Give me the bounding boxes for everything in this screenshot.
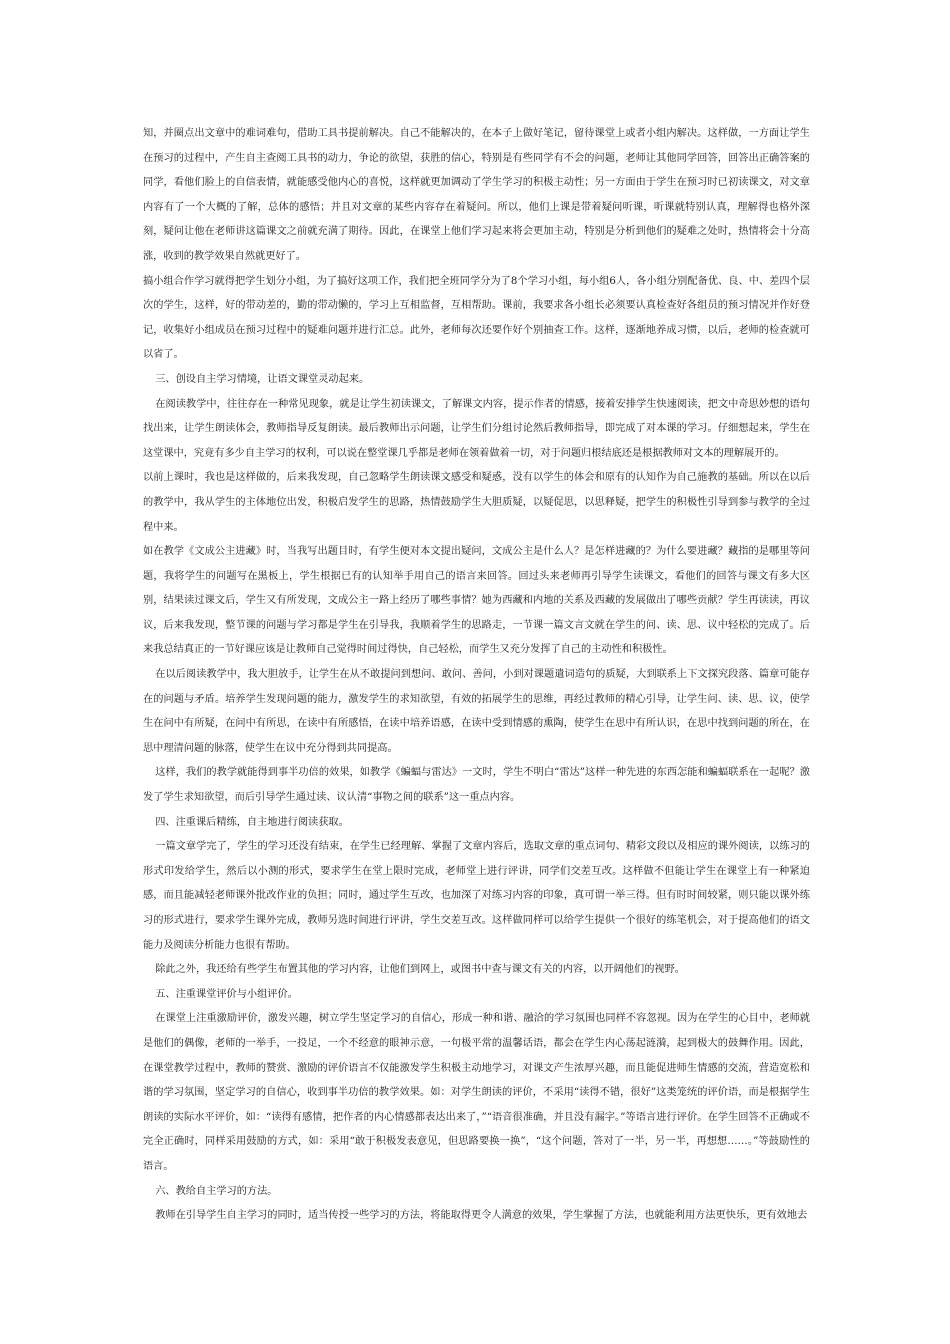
paragraph: 教师在引导学生自主学习的同时，适当传授一些学习的方法，将能取得更令人满意的效果，学生掌握了方法，也就能利用方法更快乐，更有效地去 (155, 1210, 808, 1222)
paragraph: 这样，我们的教学就能得到事半功倍的效果，如教学《蝙蝠与雷达》一文时，学生不明白“雷达”这样一种先进的东西怎能和蝙蝠联系在一起呢？激发了学生求知欲望，而后引导学生通过读、议认清“事物之间的联系”这一重点内容。 (143, 767, 810, 804)
document-body (143, 122, 810, 1229)
paragraph: 在阅读教学中，往往存在一种常见现象，就是让学生初读课文，了解课文内容，提示作者的情感，接着安排学生快速阅读，把文中奇思妙想的语句找出来，让学生朗读体会，教师指导反复朗读。最后教师出示问题，让学生们分组讨论然后教师指导，即完成了对本课的学习。仔细想起来，学生在这堂课中，究竟有多少自主学习的权利，可以说在整堂课几乎都是老师在领着做着一切，对于问题归根结底还是根据教师对文本的理解展开的。 (143, 398, 810, 459)
paragraph: 在以后阅读教学中，我大胆放手，让学生在从不敢提问到想问、敢问、善问，小到对课题遣词造句的质疑，大到联系上下文探究段落、篇章可能存在的问题与矛盾。培养学生发现问题的能力，激发学生的求知欲望，有效的拓展学生的思维，再经过教师的精心引导，让学生问、读、思、议，使学生在问中有所疑，在问中有所思，在读中有所感悟，在读中培养语感，在读中受到情感的熏陶，使学生在思中有所认识，在思中找到问题的所在，在思中理清问题的脉落，使学生在议中充分得到共同提高。 (143, 669, 810, 754)
paragraph: 知，并圈点出文章中的难词难句，借助工具书提前解决。自己不能解决的，在本子上做好笔记，留待课堂上或者小组内解决。这样做，一方面让学生在预习的过程中，产生自主查阅工具书的动力，争论的欲望，获胜的信心，特别是有些同学有不会的问题，老师让其他同学回答，回答出正确答案的同学，看他们脸上的自信表情，就能感受他内心的喜悦，这样就更加调动了学生学习的积极主动性；另一方面由于学生在预习时已初读课文，对文章内容有了一个大概的了解，总体的感悟；并且对文章的某些内容存在着疑问。所以，他们上课是带着疑问听课，听课就特别认真，理解得也格外深刻，疑问让他在老师讲这篇课文之前就充满了期待。因此，在课堂上他们学习起来将会更加主动，特别是分析到他们的疑难之处时，热情将会十分高涨，收到的教学效果自然就更好了。 (143, 128, 810, 262)
section-heading: 三、创设自主学习情境，让语文课堂灵动起来。 (155, 373, 370, 385)
section-heading: 六、教给自主学习的方法。 (155, 1185, 278, 1197)
paragraph: 在课堂上注重激励评价，激发兴趣，树立学生坚定学习的自信心，形成一种和谐、融洽的学习氛围也同样不容忽视。因为在学生的心目中，老师就是他们的偶像，老师的一举手，一投足，一个不经意的眼神示意，一句极平常的温馨话语，都会在学生内心荡起涟漪，起到极大的鼓舞作用。因此，在课堂教学过程中，教师的赞赏、激励的评价语言不仅能激发学生积极主动地学习，对课文产生浓厚兴趣，而且能促进师生情感的交流，营造宽松和谐的学习氛围，坚定学习的自信心，收到事半功倍的教学效果。如：对学生朗读的评价，不采用“读得不错，很好”这类笼统的评价语，而是根据学生朗读的实际水平评价，如：“读得有感情，把作者的内心情感都表达出来了，”“语音很准确，并且没有漏字。”等语言进行评价。在学生回答不正确或不完全正确时，同样采用鼓励的方式，如：采用“敢于积极发表意见，但思路要换一换”，“这个问题，答对了一半，另一半，再想想……。”等鼓励性的语言。 (143, 1013, 810, 1172)
section-heading: 四、注重课后精练，自主地进行阅读获取。 (155, 816, 349, 828)
paragraph: 搞小组合作学习就得把学生划分小组，为了搞好这项工作，我们把全班同学分为了8个学习小组，每小组6人，各小组分别配备优、良、中、差四个层次的学生，这样，好的带动差的，勤的带动懒的，学习上互相监督，互相帮助。课前，我要求各小组长必须要认真检查好各组员的预习情况并作好登记，收集好小组成员在预习过程中的疑难问题并进行汇总。此外，老师每次还要作好个别抽查工作。这样，逐渐地养成习惯，以后，老师的检查就可以省了。 (143, 275, 810, 361)
paragraph: 以前上课时，我也是这样做的，后来我发现，自己忽略学生朗读课文感受和疑惑，没有以学生的体会和原有的认知作为自己施教的基础。所以在以后的教学中，我从学生的主体地位出发，积极启发学生的思路，热情鼓励学生大胆质疑，以疑促思，以思释疑，把学生的积极性引导到参与教学的全过程中来。 (143, 472, 810, 533)
paragraph: 除此之外，我还给有些学生布置其他的学习内容，让他们到网上，或图书中查与课文有关的内容，以开阔他们的视野。 (155, 964, 685, 976)
section-heading: 五、注重课堂评价与小组评价。 (155, 988, 298, 1000)
paragraph: 一篇文章学完了，学生的学习还没有结束，在学生已经理解、掌握了文章内容后，选取文章的重点词句、精彩文段以及相应的课外阅读，以练习的形式印发给学生，然后以小测的形式，要求学生在堂上限时完成，老师堂上进行评讲，同学们交差互改。这样做不但能让学生在课堂上有一种紧迫感，而且能减轻老师课外批改作业的负担；同时，通过学生互改，也加深了对练习内容的印象，真可谓一举三得。但有时时间较紧，则只能以课外练习的形式进行，要求学生课外完成，教师另选时间进行评讲，学生交差互改。这样做同样可以给学生提供一个很好的练笔机会，对于提高他们的语文能力及阅读分析能力也很有帮助。 (143, 841, 810, 951)
paragraph: 如在教学《文成公主进藏》时，当我写出题目时，有学生便对本文提出疑问，文成公主是什么人？是怎样进藏的？为什么要进藏？藏指的是哪里等问题，我将学生的问题写在黑板上，学生根据已有的认知举手用自己的语言来回答。回过头来老师再引导学生读课文，看他们的回答与课文有多大区别，结果读过课文后，学生又有所发现，文成公主一路上经历了哪些事情？她为西藏和内地的关系及西藏的发展做出了哪些贡献？学生再读读，再议议，后来我发现，整节课的问题与学习都是学生在引导我，我顺着学生的思路走，一节课一篇文言文就在学生的问、读、思、议中轻松的完成了。后来我总结真正的一节好课应该是让教师自己觉得时间过得快，自己轻松，而学生又充分发挥了自己的主动性和积极性。 (143, 546, 810, 656)
